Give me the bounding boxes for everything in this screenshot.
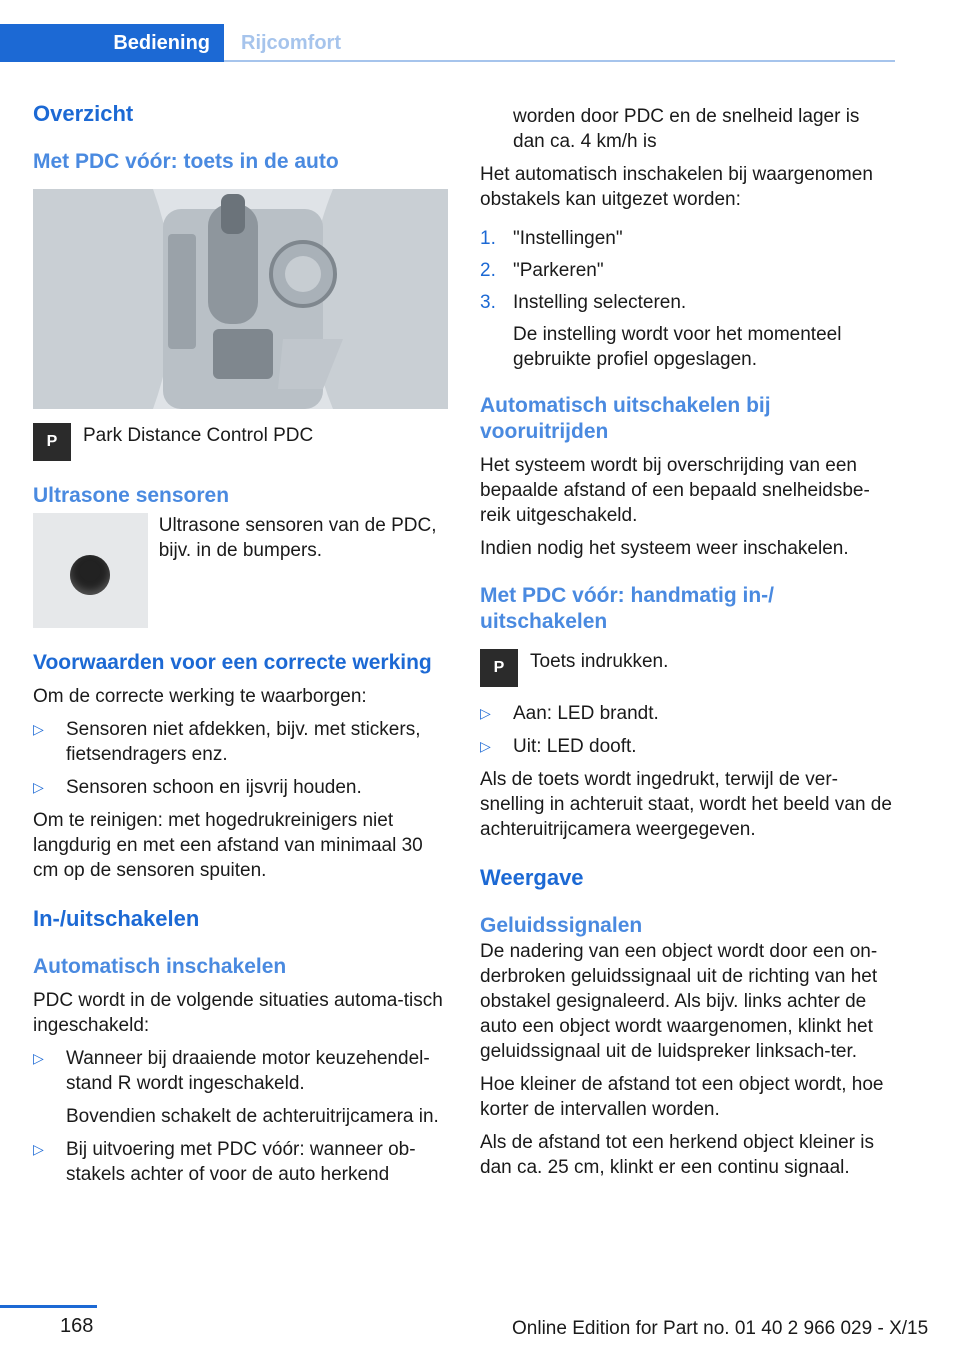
heading-ultrasone: Ultrasone sensoren	[33, 484, 230, 507]
cond-intro: Om de correcte werking te waarborgen:	[33, 686, 367, 707]
list-item: ▷ Aan: LED brandt.	[480, 703, 659, 724]
pdc-icon: P	[480, 649, 518, 687]
ultrasone-row	[33, 513, 448, 628]
reverse-text: Als de toets wordt ingedrukt, terwijl de ver-snelling in achteruit staat, wordt het beeld van de achteruitrijcamera weergegeven.	[480, 769, 892, 840]
heading-auto-inschakelen: Automatisch inschakelen	[33, 955, 287, 978]
heading-geluidssignalen: Geluidssignalen	[480, 914, 643, 937]
heading-weergave: Weergave	[480, 865, 584, 890]
list-item: ▷ Wanneer bij draaiende motor keuzehendel-stand R wordt ingeschakeld. Bovendien schakelt de achteruitrijcamera in.	[33, 1048, 439, 1127]
sensor-photo	[33, 513, 148, 628]
clean-text: Om te reinigen: met hogedrukreinigers niet langdurig en met een afstand van minimaal 30 cm op de sensoren spuiten.	[33, 810, 423, 881]
list-item: ▷ Sensoren schoon en ijsvrij houden.	[33, 777, 362, 798]
left-column	[33, 100, 448, 1195]
sound-p3: Als de afstand tot een herkend object kleiner is dan ca. 25 cm, klinkt er een continu signaal.	[480, 1132, 874, 1178]
sound-p1: De nadering van een object wordt door een on-derbroken geluidssignaal uit de richting van het obstakel gesignaleerd. Als bijv. links achter de auto een object wordt waargenomen, klinkt het geluidssignaal uit de luidspreker linksach-ter.	[480, 941, 878, 1062]
pdc-icon: P	[33, 423, 71, 461]
center-console-photo	[33, 189, 448, 409]
header-tabs	[0, 24, 895, 62]
heading-pdc-front: Met PDC vóór: toets in de auto	[33, 150, 339, 173]
list-item: ▷ Uit: LED dooft.	[480, 736, 637, 757]
list-item: ▷ Bij uitvoering met PDC vóór: wanneer ob-stakels achter of voor de auto herkend	[33, 1139, 416, 1185]
list-item: 3. Instelling selecteren. De instelling wordt voor het momenteel gebruikte profiel opgeslagen.	[480, 292, 842, 370]
tab-underline	[224, 60, 895, 62]
heading-auto-uitschakelen: Automatisch uitschakelen bij vooruitrijden	[480, 394, 771, 443]
right-column	[480, 104, 895, 1180]
auto-on-intro: PDC wordt in de volgende situaties automa-tisch ingeschakeld:	[33, 990, 443, 1036]
heading-voorwaarden: Voorwaarden voor een correcte werking	[33, 651, 432, 674]
edition-text: Online Edition for Part no. 01 40 2 966 029 - X/15	[512, 1318, 929, 1339]
list-item: 1. "Instellingen"	[480, 228, 623, 249]
list-item: 2. "Parkeren"	[480, 260, 604, 281]
tab-rijcomfort[interactable]: Rijcomfort	[241, 32, 341, 54]
continued-text: worden door PDC en de snelheid lager is dan ca. 4 km/h is	[513, 106, 860, 152]
list-item: ▷ Sensoren niet afdekken, bijv. met stickers, fietsendragers enz.	[33, 719, 421, 765]
press-row	[480, 649, 895, 687]
heading-manual: Met PDC vóór: handmatig in-/ uitschakelen	[480, 584, 774, 633]
heading-inuitschakelen: In-/uitschakelen	[33, 906, 200, 931]
auto-off-p1: Het systeem wordt bij overschrijding van een bepaalde afstand of een bepaald snelheidsbe-reik uitgeschakeld.	[480, 455, 870, 526]
auto-off-text: Het automatisch inschakelen bij waargenomen obstakels kan uitgezet worden:	[480, 164, 873, 210]
pdc-label: Park Distance Control PDC	[83, 425, 314, 446]
tab-bediening[interactable]: Bediening	[0, 24, 224, 62]
ultrasone-text: Ultrasone sensoren van de PDC, bijv. in de bumpers.	[158, 515, 437, 561]
sound-p2: Hoe kleiner de afstand tot een object wordt, hoe korter de intervallen worden.	[480, 1074, 884, 1120]
press-text: Toets indrukken.	[530, 651, 669, 672]
pdc-button-row	[33, 423, 448, 461]
heading-overzicht: Overzicht	[33, 101, 134, 126]
auto-off-p2: Indien nodig het systeem weer inschakelen.	[480, 538, 849, 559]
page-number: 168	[60, 1315, 94, 1337]
footer-rule	[0, 1305, 97, 1308]
